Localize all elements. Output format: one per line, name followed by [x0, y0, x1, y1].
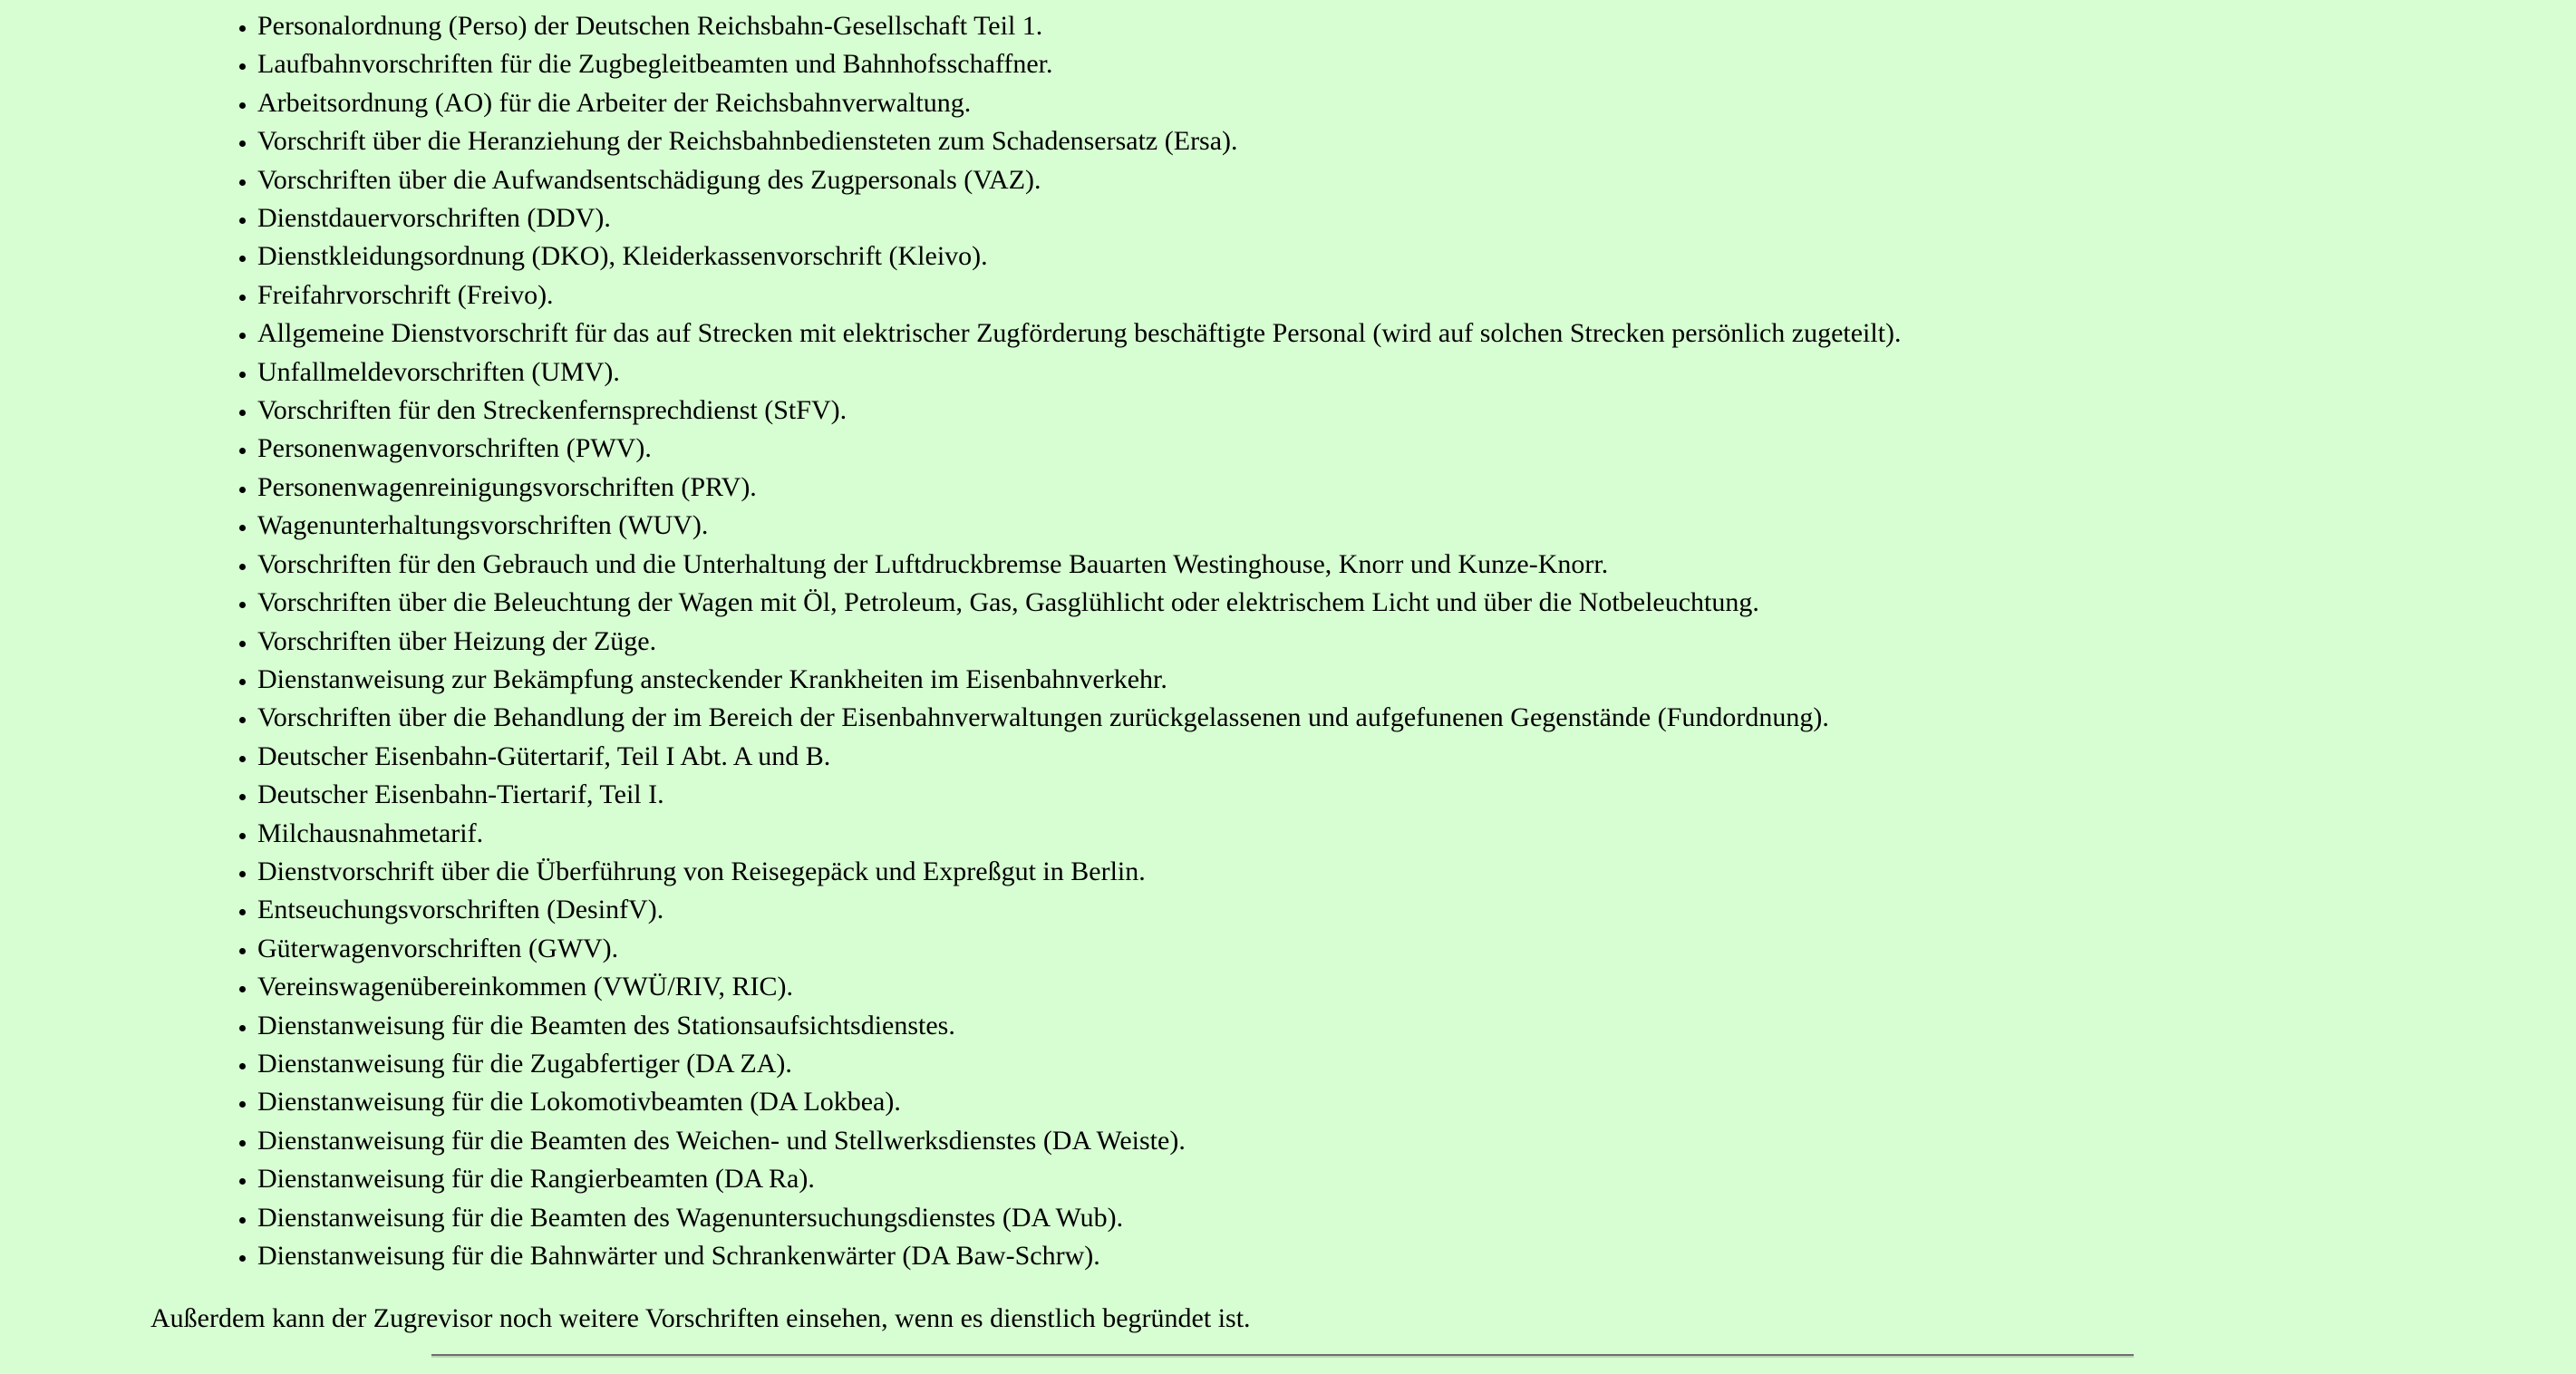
regulations-list [0, 7, 1902, 1275]
list-item: • Freifahrvorschrift (Freivo). [257, 276, 1902, 314]
list-item: • Dienstanweisung für die Beamten des Wagenuntersuchungsdienstes (DA Wub). [257, 1199, 1902, 1237]
list-item: • Personenwagenvorschriften (PWV). [257, 430, 1902, 468]
list-item: • Milchausnahmetarif. [257, 815, 1902, 853]
list-item: • Vereinswagenübereinkommen (VWÜ/RIV, RIC). [257, 968, 1902, 1006]
list-item: • Personalordnung (Perso) der Deutschen Reichsbahn-Gesellschaft Teil 1. [257, 7, 1902, 45]
list-item: • Personenwagenreinigungsvorschriften (PRV). [257, 469, 1902, 507]
list-item: • Vorschriften für den Gebrauch und die Unterhaltung der Luftdruckbremse Bauarten Westinghouse, Knorr und Kunze-Knorr. [257, 546, 1902, 584]
list-item: • Unfallmeldevorschriften (UMV). [257, 353, 1902, 392]
list-item: • Dienstanweisung für die Lokomotivbeamten (DA Lokbea). [257, 1083, 1902, 1121]
list-item: • Dienstvorschrift über die Überführung von Reisegepäck und Expreßgut in Berlin. [257, 853, 1902, 891]
list-item: • Dienstanweisung für die Beamten des Stationsaufsichtsdienstes. [257, 1007, 1902, 1045]
list-item: • Vorschriften über die Aufwandsentschädigung des Zugpersonals (VAZ). [257, 161, 1902, 199]
list-item: • Arbeitsordnung (AO) für die Arbeiter der Reichsbahnverwaltung. [257, 84, 1902, 122]
list-item: • Laufbahnvorschriften für die Zugbegleitbeamten und Bahnhofsschaffner. [257, 45, 1902, 83]
list-item: • Dienstanweisung für die Beamten des Weichen- und Stellwerksdienstes (DA Weiste). [257, 1122, 1902, 1160]
list-item: • Allgemeine Dienstvorschrift für das auf Strecken mit elektrischer Zugförderung beschäftigte Personal (wird auf solchen Strecken persönlich zugeteilt). [257, 314, 1902, 353]
list-item: • Dienstanweisung für die Zugabfertiger (DA ZA). [257, 1045, 1902, 1083]
list-item: • Dienstanweisung zur Bekämpfung ansteckender Krankheiten im Eisenbahnverkehr. [257, 661, 1902, 699]
list-item: • Vorschriften über Heizung der Züge. [257, 623, 1902, 661]
footer-note: Außerdem kann der Zugrevisor noch weitere Vorschriften einsehen, wenn es dienstlich begründet ist. [150, 1303, 1251, 1333]
list-item: • Deutscher Eisenbahn-Gütertarif, Teil I Abt. A und B. [257, 738, 1902, 776]
list-item: • Vorschriften für den Streckenfernsprechdienst (StFV). [257, 392, 1902, 430]
list-item: • Güterwagenvorschriften (GWV). [257, 930, 1902, 968]
horizontal-rule [431, 1354, 2134, 1358]
list-item: • Vorschriften über die Beleuchtung der Wagen mit Öl, Petroleum, Gas, Gasglühlicht oder elektrischem Licht und über die Notbeleuchtung. [257, 584, 1902, 622]
list-item: • Wagenunterhaltungsvorschriften (WUV). [257, 507, 1902, 545]
list-item: • Deutscher Eisenbahn-Tiertarif, Teil I. [257, 776, 1902, 814]
list-item: • Entseuchungsvorschriften (DesinfV). [257, 891, 1902, 929]
list-item: • Dienstanweisung für die Rangierbeamten (DA Ra). [257, 1160, 1902, 1198]
list-item: • Dienstkleidungsordnung (DKO), Kleiderkassenvorschrift (Kleivo). [257, 237, 1902, 276]
list-item: • Dienstanweisung für die Bahnwärter und Schrankenwärter (DA Baw-Schrw). [257, 1237, 1902, 1275]
list-item: • Dienstdauervorschriften (DDV). [257, 199, 1902, 237]
list-item: • Vorschrift über die Heranziehung der Reichsbahnbediensteten zum Schadensersatz (Ersa). [257, 122, 1902, 160]
list-item: • Vorschriften über die Behandlung der im Bereich der Eisenbahnverwaltungen zurückgelassenen und aufgefunenen Gegenstände (Fundordnung). [257, 699, 1902, 737]
